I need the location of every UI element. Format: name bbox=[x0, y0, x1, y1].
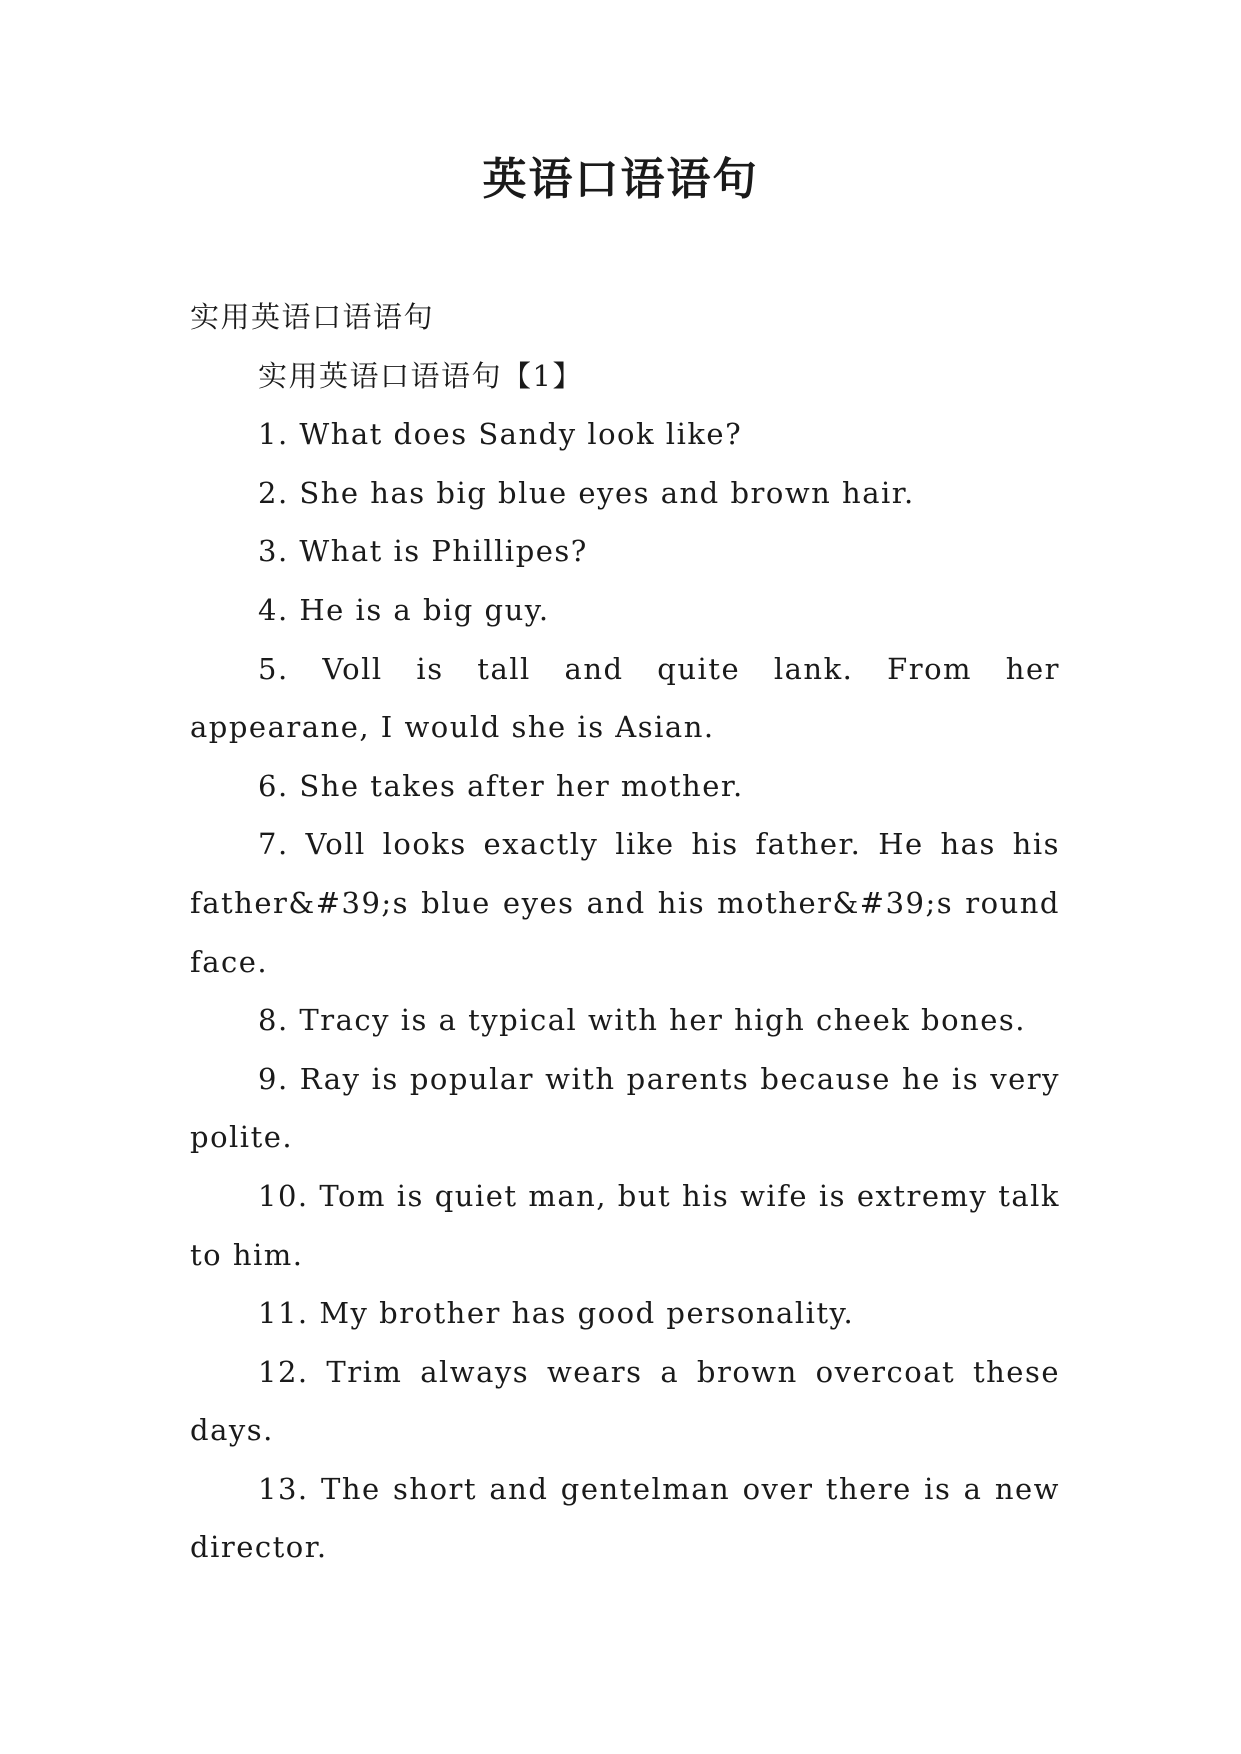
sentence-6: 6. She takes after her mother. bbox=[258, 768, 744, 803]
sentence-9: 9. Ray is popular with parents because he is very polite. bbox=[190, 1061, 1060, 1155]
sentence-11: 11. My brother has good personality. bbox=[258, 1296, 855, 1331]
sentence-7: 7. Voll looks exactly like his father. He has his father&#39;s blue eyes and his mother&#39;s round face. bbox=[190, 827, 1060, 979]
sentence-12: 12. Trim always wears a brown overcoat these days. bbox=[190, 1354, 1060, 1448]
sentence-2: 2. She has big blue eyes and brown hair. bbox=[258, 475, 915, 510]
sentence-10: 10. Tom is quiet man, but his wife is extremy talk to him. bbox=[190, 1178, 1060, 1272]
sentence-5: 5. Voll is tall and quite lank. From her appearane, I would she is Asian. bbox=[190, 651, 1060, 745]
document-subtitle: 实用英语口语语句 bbox=[190, 300, 435, 334]
sentence-13: 13. The short and gentelman over there is a new director. bbox=[190, 1471, 1060, 1565]
document-title: 英语口语语句 bbox=[482, 154, 759, 205]
sentence-3: 3. What is Phillipes? bbox=[258, 534, 588, 569]
document-body bbox=[190, 288, 1060, 1577]
sentence-1: 1. What does Sandy look like? bbox=[258, 417, 743, 452]
sentence-8: 8. Tracy is a typical with her high cheek bones. bbox=[258, 1003, 1026, 1038]
sentence-4: 4. He is a big guy. bbox=[258, 592, 550, 627]
section-heading: 实用英语口语语句【1】 bbox=[258, 358, 583, 393]
